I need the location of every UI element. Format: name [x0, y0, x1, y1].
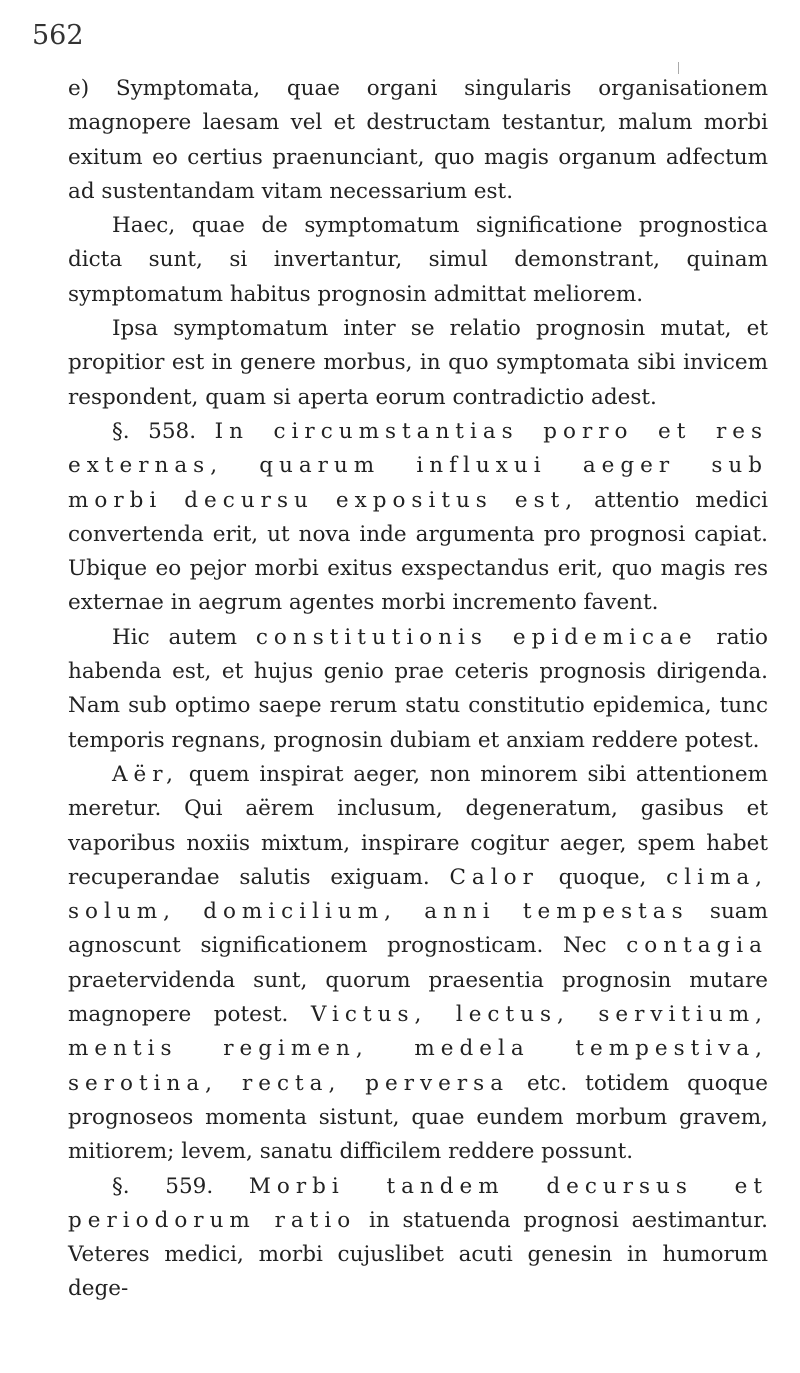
spaced-text: Victus, lectus, servitium, mentis regimen, medela tempestiva, serotina, recta, perversa	[68, 1002, 768, 1096]
paragraph-text: e) Symptomata, quae organi singularis organisationem magnopere laesam vel et destructam testantur, malum morbi exitum eo certius praenunciant, quo magis organum adfectum ad sustentandam vitam necessarium est.	[68, 76, 768, 204]
paragraph-text: Ipsa symptomatum inter se relatio prognosin mutat, et propitior est in genere morbus, in quo symptomata sibi invicem respondent, quam si aperta eorum contradictio adest.	[68, 316, 768, 410]
spaced-text: constitutionis epidemicae	[255, 624, 698, 650]
paragraph-p2	[68, 209, 768, 312]
paragraph-text: quoque,	[538, 864, 667, 890]
spaced-text: clima, solum, domicilium, anni tempestas	[68, 864, 768, 925]
spaced-text: Aër,	[112, 761, 179, 787]
paragraph-text: Haec, quae de symptomatum significatione prognostica dicta sunt, si invertantur, simul demonstrant, quinam symptomatum habitus prognosin admittat meliorem.	[68, 213, 768, 307]
paragraph-text: quem inspirat aeger, non minorem sibi attentionem meretur. Qui aërem inclusum, degeneratum, gasibus et vaporibus noxiis mixtum, inspirare cogitur aeger, spem habet recuperandae salutis exiguam.	[68, 761, 768, 890]
page-body	[68, 72, 768, 1307]
spaced-text: Morbi tandem decursus et periodorum ratio	[68, 1173, 768, 1233]
paragraph-p4	[68, 415, 768, 621]
paragraph-p1	[68, 72, 768, 209]
paragraph-text: §. 559.	[112, 1173, 249, 1199]
page-number: 562	[32, 20, 84, 51]
spaced-text: contagia	[626, 933, 768, 959]
paragraph-text: Hic autem	[112, 624, 256, 650]
paragraph-p6	[68, 758, 768, 1170]
paragraph-p3	[68, 312, 768, 415]
spaced-text: In circumstantias porro et res externas, quarum influxui aeger sub morbi decursu expositus est,	[68, 418, 768, 513]
paragraph-text: ratio habenda est, et hujus genio prae ceteris prognosis dirigenda. Nam sub optimo saepe rerum statu constitutio epidemica, tunc temporis regnans, prognosin dubiam et anxiam reddere potest.	[68, 624, 768, 753]
paragraph-text: praetervidenda sunt, quorum praesentia prognosin mutare magnopere potest.	[68, 967, 768, 1028]
paragraph-text: attentio medici convertenda erit, ut nova inde argumenta pro prognosi capiat. Ubique eo pejor morbi exitus exspectandus erit, quo magis res externae in aegrum agentes morbi incremento favent.	[68, 487, 768, 616]
paragraph-text: etc. totidem quoque prognoseos momenta sistunt, quae eundem morbum gravem, mitiorem; levem, sanatu difficilem reddere possunt.	[68, 1070, 768, 1165]
paragraph-p7	[68, 1170, 768, 1307]
paragraph-text: §. 558.	[112, 418, 215, 444]
paragraph-p5	[68, 621, 768, 758]
paragraph-text: in statuenda prognosi aestimantur. Veteres medici, morbi cujuslibet acuti genesin in humorum dege-	[68, 1207, 768, 1302]
spaced-text: Calor	[449, 864, 539, 890]
paragraph-text: suam agnoscunt significationem prognosticam. Nec	[68, 899, 768, 959]
